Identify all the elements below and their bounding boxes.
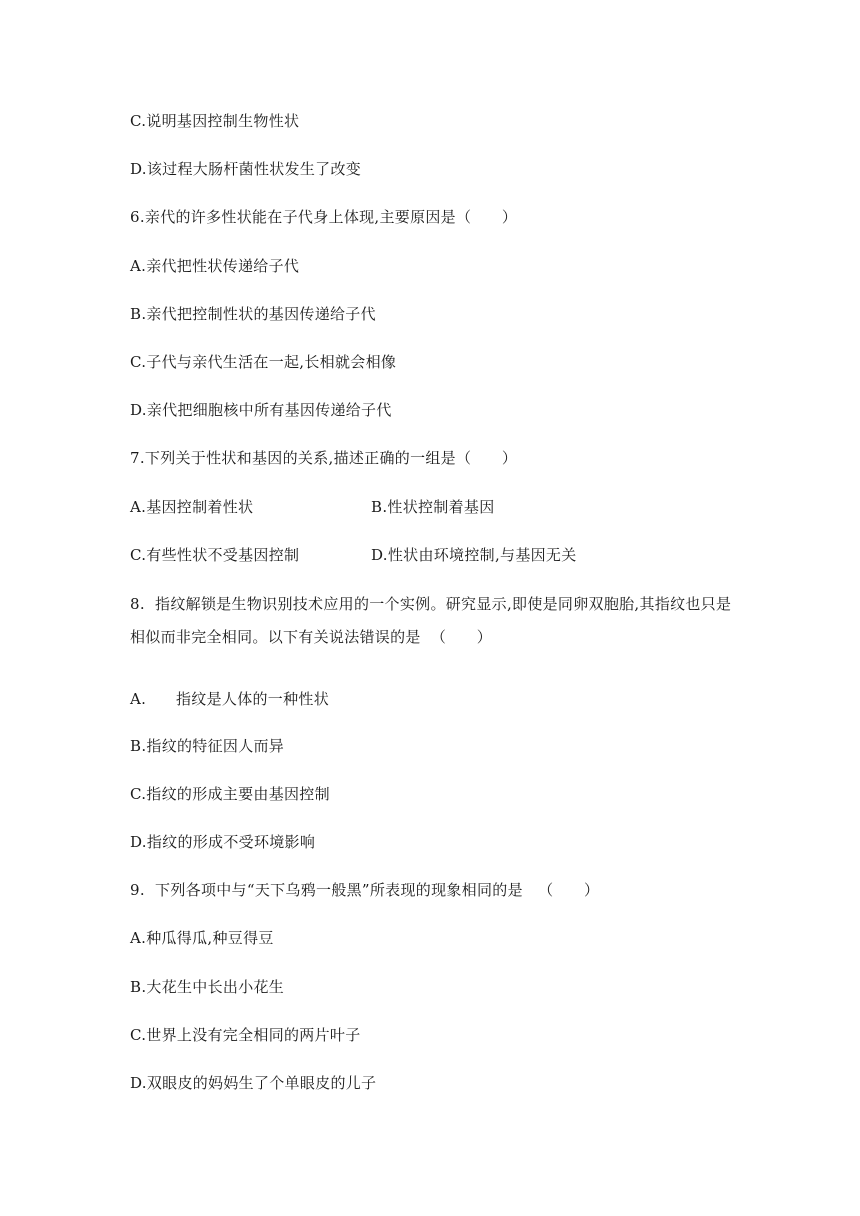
q9-option-d: D.双眼皮的妈妈生了个单眼皮的儿子 — [130, 1074, 377, 1092]
q8-stem-line2: 相似而非完全相同。以下有关说法错误的是 （ ） — [130, 628, 493, 646]
q8-option-b: B.指纹的特征因人而异 — [130, 737, 285, 755]
q8-option-c: C.指纹的形成主要由基因控制 — [130, 785, 330, 803]
q5-option-c: C.说明基因控制生物性状 — [130, 112, 300, 130]
q8-option-a-text: 指纹是人体的一种性状 — [176, 690, 330, 708]
q5-option-d: D.该过程大肠杆菌性状发生了改变 — [130, 160, 362, 178]
q7-option-a: A.基因控制着性状 — [130, 498, 254, 516]
q8-stem-line1: 8. 指纹解锁是生物识别技术应用的一个实例。研究显示,即使是同卵双胞胎,其指纹也只是 — [130, 595, 732, 613]
q9-option-c: C.世界上没有完全相同的两片叶子 — [130, 1026, 361, 1044]
q7-option-c: C.有些性状不受基因控制 — [130, 546, 300, 564]
q6-option-b: B.亲代把控制性状的基因传递给子代 — [130, 305, 376, 323]
q6-option-d: D.亲代把细胞核中所有基因传递给子代 — [130, 401, 392, 419]
q9-stem: 9. 下列各项中与“天下乌鸦一般黑”所表现的现象相同的是 （ ） — [130, 881, 600, 899]
q6-stem: 6.亲代的许多性状能在子代身上体现,主要原因是（ ） — [130, 208, 518, 226]
q8-option-a-label: A. — [130, 690, 147, 708]
q6-option-c: C.子代与亲代生活在一起,长相就会相像 — [130, 353, 397, 371]
q7-stem: 7.下列关于性状和基因的关系,描述正确的一组是（ ） — [130, 449, 518, 467]
q9-option-a: A.种瓜得瓜,种豆得豆 — [130, 929, 274, 947]
q8-option-d: D.指纹的形成不受环境影响 — [130, 833, 316, 851]
q7-option-b: B.性状控制着基因 — [371, 498, 495, 516]
q9-option-b: B.大花生中长出小花生 — [130, 978, 285, 996]
q7-option-d: D.性状由环境控制,与基因无关 — [371, 546, 577, 564]
q6-option-a: A.亲代把性状传递给子代 — [130, 257, 300, 275]
